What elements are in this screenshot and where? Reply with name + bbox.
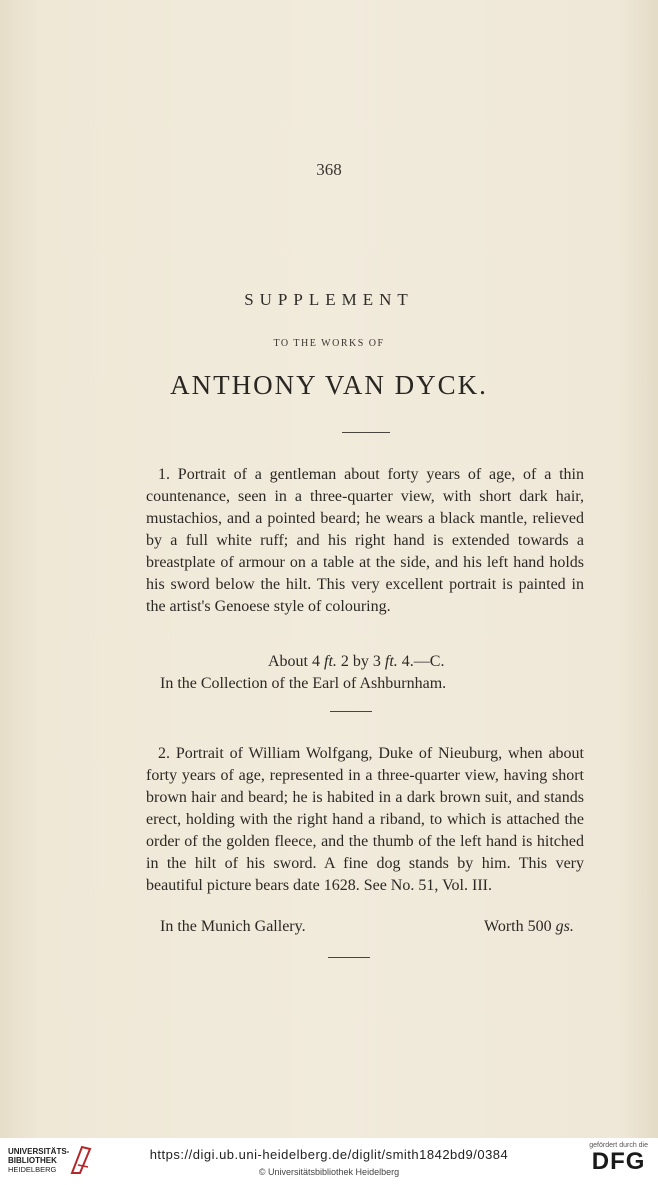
heading-supplement: SUPPLEMENT bbox=[244, 290, 414, 309]
entry-2-worth bbox=[484, 918, 574, 936]
page-number: 368 bbox=[316, 160, 342, 179]
entry-2-worth-unit: gs. bbox=[555, 918, 574, 935]
dfg-wordmark: DFG bbox=[591, 1148, 646, 1175]
logo-line-2: BIBLIOTHEK bbox=[8, 1156, 57, 1165]
entry-1-size-suffix: 4.—C. bbox=[397, 653, 445, 670]
entry-2-text: 2. Portrait of William Wolfgang, Duke of Nieuburg, when about forty years of age, represented in a three-quarter view, having short brown hair and beard; he is habited in a dark brown suit, and stands erect, holding with the right hand a riband, to which is attached the order of the golden fleece, and the thumb of the left hand is hitched in the hilt of his sword. A fine dog stands by him. This very beautiful picture bears date 1628. See No. 51, Vol. III. bbox=[146, 745, 584, 894]
copyright-notice: © Universitätsbibliothek Heidelberg bbox=[258, 1167, 400, 1177]
funded-by-label: gefördert durch die bbox=[589, 1142, 648, 1149]
logo-line-1: UNIVERSITÄTS- bbox=[8, 1147, 70, 1156]
divider bbox=[328, 957, 370, 958]
heading-subtitle: TO THE WORKS OF bbox=[273, 338, 385, 349]
entry-1-text: 1. Portrait of a gentleman about forty years of age, of a thin countenance, seen in a three-quarter view, with short dark hair, mustachios, and a pointed beard; he wears a black mantle, relieved by a full white ruff; and his right hand is extended towards a breastplate of armour on a table at the side, and his left hand holds his sword below the hilt. This very excellent portrait is painted in the artist's Genoese style of colouring. bbox=[146, 466, 584, 615]
entry-1-size bbox=[268, 653, 444, 671]
viewer-footer bbox=[0, 1138, 658, 1185]
entry-1-ft-1: ft. bbox=[324, 653, 337, 670]
dfg-logo[interactable] bbox=[589, 1142, 648, 1175]
divider bbox=[330, 711, 372, 712]
divider bbox=[342, 432, 390, 433]
entry-1-size-prefix: About 4 bbox=[268, 653, 324, 670]
entry-1-size-mid: 2 by 3 bbox=[336, 653, 385, 670]
entry-1-collection: In the Collection of the Earl of Ashburnham. bbox=[160, 675, 447, 692]
logo-line-3: HEIDELBERG bbox=[8, 1165, 57, 1174]
entry-1-ft-2: ft. bbox=[384, 653, 398, 670]
permalink-url[interactable]: https://digi.ub.uni-heidelberg.de/diglit/smith1842bd9/0384 bbox=[149, 1147, 509, 1162]
heading-artist: ANTHONY VAN DYCK. bbox=[170, 370, 488, 400]
entry-2-location: In the Munich Gallery. bbox=[160, 918, 306, 935]
entry-2-worth-prefix: Worth 500 bbox=[484, 918, 556, 935]
